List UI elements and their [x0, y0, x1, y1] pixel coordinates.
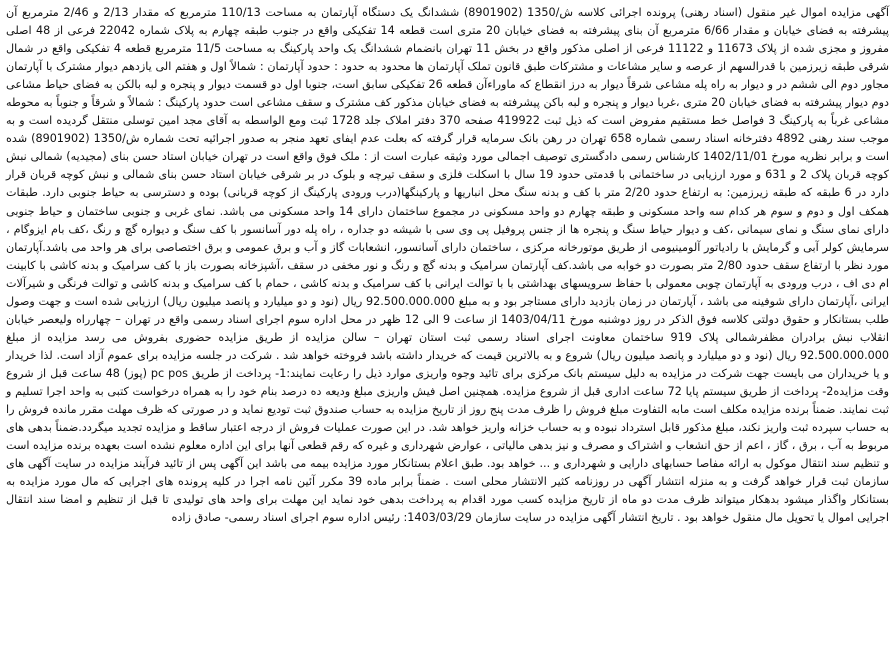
- auction-notice: [6, 4, 889, 527]
- notice-body-text: آگهی مزایده اموال غیر منقول (اسناد رهنی) پرونده اجرائی کلاسه ش/1350 (8901902) ششدانگ یک دستگاه آپارتمان به مساحت 110/13 مترمربع که مقدار 2/13 و 2/46 مترمربع آن پیشرفته به فضای خیابان و مقدار 6/66 مترمربع آن بنای پیشرفته به فضای خیابان 20 متری است قطعه 14 تفکیکی واقع در جنوب طبقه چهارم به پلاک شماره 22042 فرعی از 48 اصلی مفروز و مجزی شده از پلاک 11673 و 11122 فرعی از اصلی مذکور واقع در بخش 11 تهران بانضمام ششدانگ یک واحد پارکینگ به مساحت 11/5 مترمربع قطعه 4 تفکیکی واقع در شمال شرقی طبقه زیرزمین با قدرالسهم از عرصه و سایر مشاعات و مشترکات طبق قانون تملک آپارتمان ها محدود به حدود : حدود آپارتمان : شمالاً اول و هفتم الی یازدهم دیوار مشترک با آپارتمان مجاور دوم الی ششم در و دیوار به راه پله مشاعی شرقاً دیوار به درز انقطاع که ماوراءآن قطعه 26 تفکیکی سابق است، جنوبا اول دو قسمت دیوار و پنجره و لبه بالکن به فضای حیاط مشاعی دوم دیوار پیشرفته به فضای خیابان 20 متری ،غربا دیوار و پنجره و لبه باکن پیشرفته به فضای خیابان مذکور کف مشترک و سقف مشاعی است حدود پارکینگ : شمالاً و شرقاً و جنوباً به محوطه مشاعی غرباً به پارکینگ 3 فواصل خط مستقیم مفروض است که ذیل ثبت 419922 صفحه 370 دفتر املاک جلد 1728 ثبت ومع الواسطه به آقای مجد امین توسلی منتقل گردیده است و به موجب سند رهنی 4892 دفترخانه اسناد رسمی شماره 658 تهران در رهن بانک سرمایه قرار گرفته که بعلت عدم ایفای تعهد منجر به صدور اجرائیه تحت شماره ش/1350 (8901902) شده است و برابر نظریه مورخ 1402/11/01 کارشناس رسمی دادگستری توصیف اجمالی مورد وثیقه عبارت است از : ملک فوق واقع است در تهران خیابان استاد حسن بنای (مجیدیه) شمالی نبش کوچه قربان پلاک 2 و 631 و مورد ارزیابی در ساختمانی با قدمتی حدود 19 سال با اسکلت فلزی و سقف تیرچه و بلوک در بر شرقی خیابان استاد حسن بنای شمالی و نبش کوچه قربان قرار دارد در 6 طبقه که طبقه زیرزمین: به ارتفاع حدود 2/20 متر با کف و بدنه سنگ محل انباریها و پارکینگها(درب ورودی پارکینگ از کوچه قربانی) بوده و دسترسی به حیاط جنوبی دارد. طبقات همکف اول و دوم و سوم هر کدام سه واحد مسکونی و طبقه چهارم دو واحد مسکونی در مجموع ساختمان دارای 14 واحد مسکونی می باشد. نمای غربی و جنوبی ساختمان و حیاط جنوبی دارای نمای سنگ و نمای سیمانی ،کف و دیوار حیاط سنگ و پنجره ها از جنس پروفیل پی وی سی با شیشه دو جداره ، راه پله دور آسانسور با کف سنگ و دیواره گچ و رنگ ،کف بام ایزوگام ، سرمایش کولر آبی و گرمایش با رادیاتور آلومینیومی از طریق موتورخانه مرکزی ، ساختمان دارای آسانسور، انشعابات گاز و آب و برق عمومی و برق اختصاصی برای هر واحد می باشد.آپارتمان مورد نظر با ارتفاع سقف حدود 2/80 متر بصورت دو خوابه می باشد.کف آپارتمان سرامیک و بدنه گچ و رنگ و نور مخفی در سقف ،آشپزخانه بصورت باز با کف سرامیک و بدنه کاشی با کابینت ام دی اف ، درب ورودی به آپارتمان چوبی معمولی با حفاظ سرویسهای بهداشتی با با توالت ایرانی با کف سرامیک و بدنه کاشی ، حمام با کف سرامیک و بدنه کاشی و توالت فرنگی و شیرآلات ایرانی ،آپارتمان دارای شوفینه می باشد ، آپارتمان در زمان بازدید دارای مستاجر بود و به مبلغ 92.500.000.000 ریال (نود و دو میلیارد و پانصد میلیون ریال) ارزیابی شده است و جهت وصول طلب بستانکار و حقوق دولتی کلاسه فوق الذکر در روز دوشنبه مورخ 1403/04/11 از ساعت 9 الی 12 ظهر در محل اداره سوم اجرای اسناد رسمی واقع در تهران – چهارراه ولیعصر خیابان انقلاب نبش برادران مظفرشمالی پلاک 919 ساختمان معاونت اجرای اسناد رسمی ثبت استان تهران – سالن مزایده از طریق مزایده حضوری بفروش می رسد مزایده از مبلغ 92.500.000.000 ریال (نود و دو میلیارد و پانصد میلیون ریال) شروع و به بالاترین قیمت که خریدار داشته باشد فروخته خواهد شد . شرکت در جلسه مزایده برای عموم آزاد است. لذا خریدار و یا خریداران می بایست جهت شرکت در مزایده به دلیل سیستم بانک مرکزی برای تائید وجوه واریزی موارد ذیل را رعایت نمایند:1- پرداخت از طریق pc pos (پوز) 48 ساعت قبل از شروع وقت مزایده2- پرداخت از طریق سیستم پایا 72 ساعت اداری قبل از شروع مزایده. همچنین اصل فیش واریزی مبلغ ودیعه ده درصد بنام خود را به همراه درخواست کتبی به واحد اجرا تسلیم و ثبت نمایند. ضمناً برنده مزایده مکلف است مابه التفاوت مبلغ فروش را ظرف مدت پنج روز از تاریخ مزایده به حساب صندوق ثبت تودیع نماید و در صورتی که ظرف مهلت مقرر مانده فروش را به حساب سپرده ثبت واریز نکند، مبلغ مذکور قابل استرداد نبوده و به حساب خزانه واریز خواهد شد. در این صورت عملیات فروش از درجه اعتبار ساقط و مزایده تجدید میگردد.ضمناً بدهی های مربوط به آب ، برق ، گاز ، اعم از حق انشعاب و اشتراک و مصرف و نیز بدهی مالیاتی ، عوارض شهرداری و غیره که رقم قطعی آنها برای این اداره معلوم نشده است بعهده برنده مزایده است و تنظیم سند انتقال موکول به ارائه مفاصا حسابهای دارایی و شهرداری و ... خواهد بود. طبق اعلام بستانکار مورد مزایده بیمه می باشد این آگهی پس از تائید فرآیند مزایده در سایت آگهی های سازمان ثبت قرار خواهد گرفت و به منزله انتشار آگهی در روزنامه کثیر الانتشار محلی است . ضمناً برابر ماده 39 مکرر آئین نامه اجرا در کلیه پرونده های اجرایی که مال مورد مزایده به بستانکار واگذار میشود بدهکار میتواند ظرف مدت دو ماه از تاریخ مزایده کسب مورد اقدام به پرداخت بدهی خود نماید این مهلت برای واحد های تولیدی تا قبل از تنظیم و امضا سند انتقال اجرایی اموال یا تحویل مال منقول خواهد بود . تاریخ انتشار آگهی مزایده در سایت سازمان 1403/03/29: رئیس اداره سوم اجرای اسناد رسمی- صادق زاده: [6, 6, 890, 525]
